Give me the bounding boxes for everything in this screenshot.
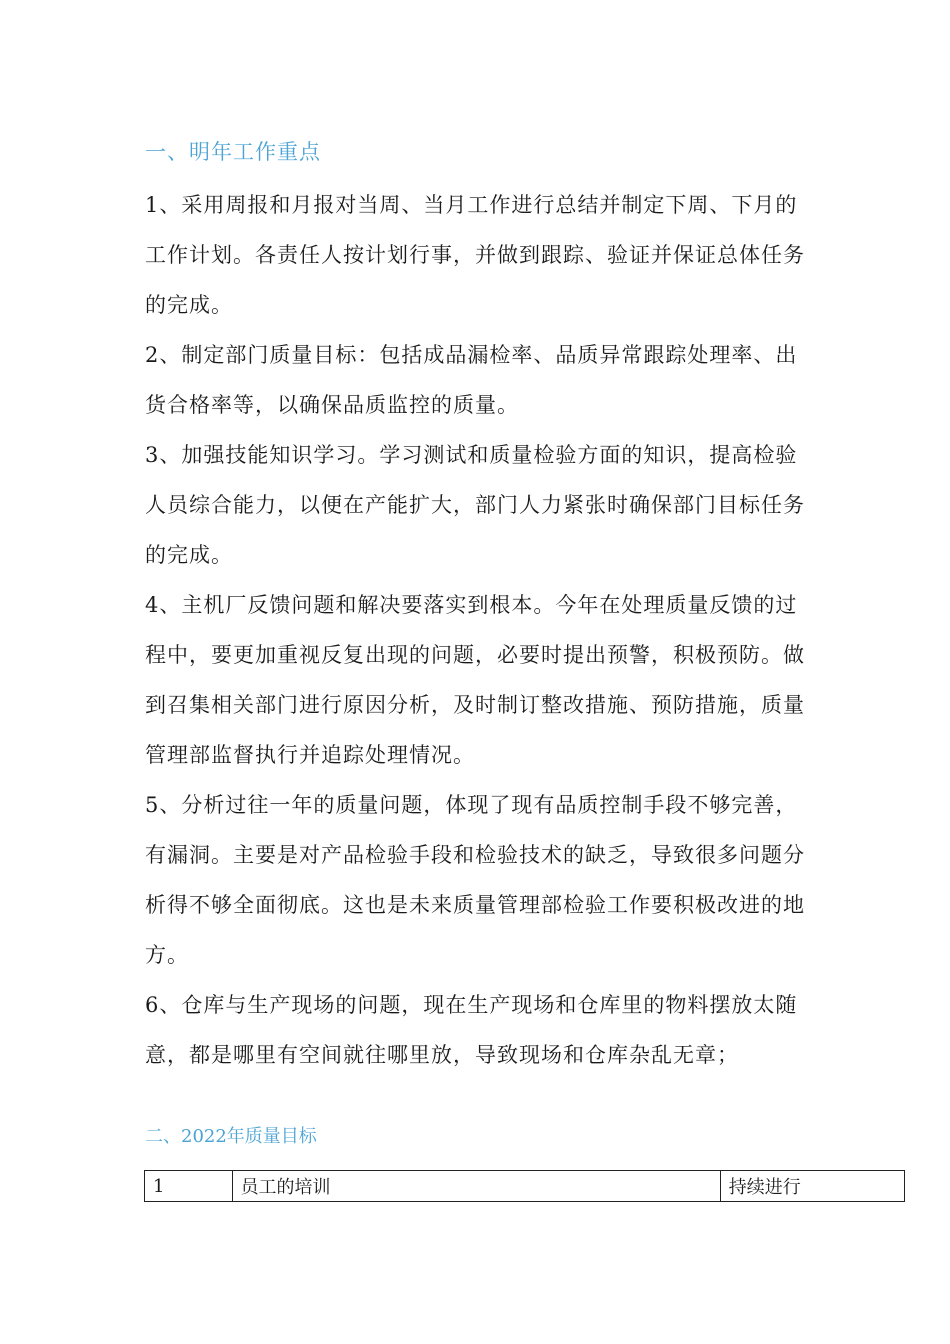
paragraph-item-3: 3、加强技能知识学习。学习测试和质量检验方面的知识，提高检验人员综合能力，以便在产能扩大，部门人力紧张时确保部门目标任务的完成。: [145, 443, 805, 567]
goal-item-cell: 员工的培训: [232, 1171, 720, 1202]
paragraph-item-1: 1、采用周报和月报对当周、当月工作进行总结并制定下周、下月的工作计划。各责任人按计划行事，并做到跟踪、验证并保证总体任务的完成。: [145, 193, 805, 317]
paragraph-item-2: 2、制定部门质量目标：包括成品漏检率、品质异常跟踪处理率、出货合格率等，以确保品质监控的质量。: [145, 343, 798, 417]
paragraph-item-5: 5、分析过往一年的质量问题，体现了现有品质控制手段不够完善，有漏洞。主要是对产品检验手段和检验技术的缺乏，导致很多问题分析得不够全面彻底。这也是未来质量管理部检验工作要积极改进的地方。: [145, 793, 805, 967]
table-row: [145, 1171, 905, 1202]
goal-status-cell: 持续进行: [720, 1171, 904, 1202]
section-heading-work-focus: 一、明年工作重点: [145, 140, 321, 164]
row-number-cell: 1: [145, 1171, 233, 1202]
quality-goals-table: [144, 1170, 905, 1202]
work-focus-body: [145, 180, 810, 1080]
paragraph-item-4: 4、主机厂反馈问题和解决要落实到根本。今年在处理质量反馈的过程中，要更加重视反复出现的问题，必要时提出预警，积极预防。做到召集相关部门进行原因分析，及时制订整改措施、预防措施，质量管理部监督执行并追踪处理情况。: [145, 593, 805, 767]
section-heading-quality-goals: 二、2022年质量目标: [145, 1126, 317, 1147]
paragraph-item-6: 6、仓库与生产现场的问题，现在生产现场和仓库里的物料摆放太随意，都是哪里有空间就往哪里放，导致现场和仓库杂乱无章；: [145, 993, 798, 1067]
